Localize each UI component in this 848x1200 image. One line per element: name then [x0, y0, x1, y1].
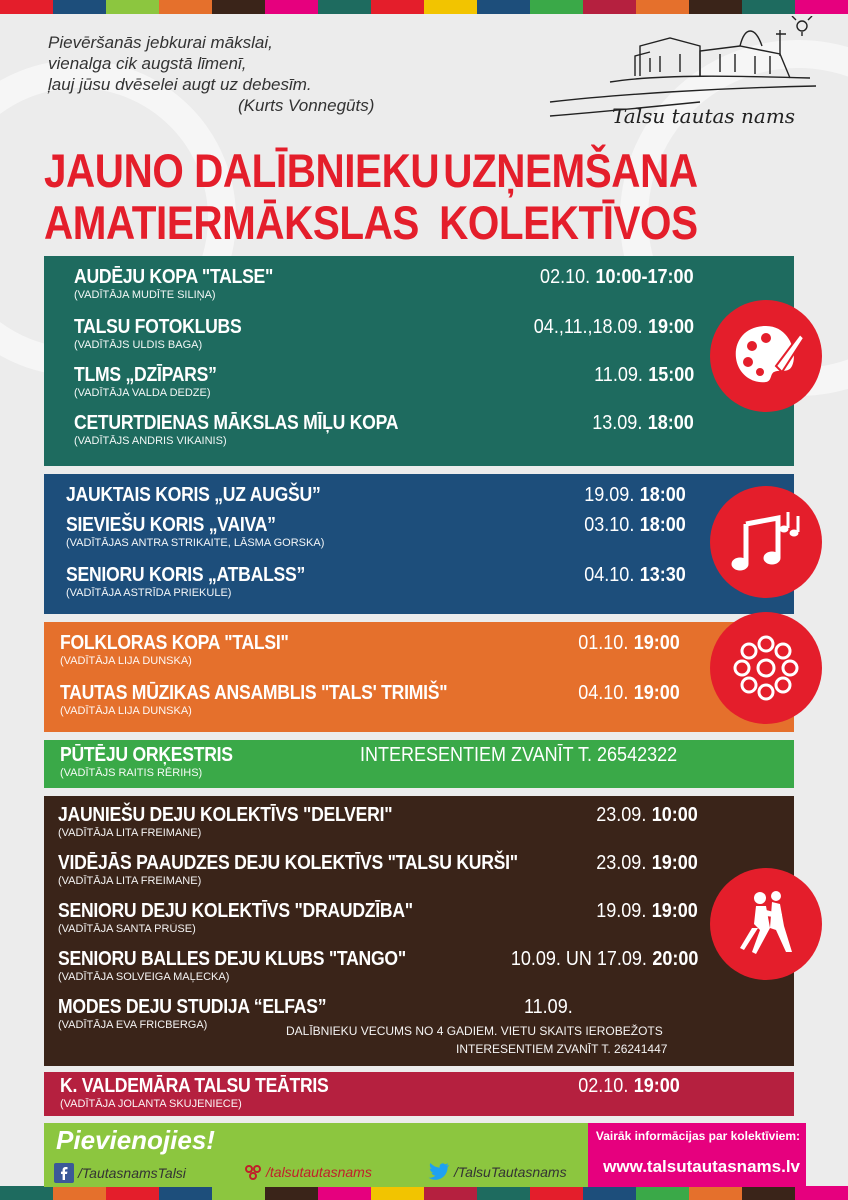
date: 01.10.: [578, 632, 629, 654]
info-text: Vairāk informācijas par kolektīviem:: [595, 1129, 800, 1143]
group-name: TLMS „DZĪPARS”: [74, 364, 217, 386]
list-item: [66, 564, 686, 600]
wind-section: [44, 740, 794, 788]
schedule: [593, 412, 694, 434]
date: 02.10.: [540, 266, 591, 288]
quote-line: vienalga cik augstā līmenī,: [48, 54, 247, 73]
title-part: UZŅEMŠANA: [443, 144, 698, 197]
group-leader: (VADĪTĀJA SOLVEIGA MAĻECKA): [58, 971, 230, 983]
list-item: [60, 682, 680, 718]
contact-note: INTERESENTIEM ZVANĪT T. 26542322: [360, 744, 678, 766]
date: 04.10.: [578, 682, 629, 704]
group-name: FOLKLORAS KOPA "TALSI": [60, 632, 289, 654]
schedule: [540, 266, 694, 288]
logo-text: Talsu tautas nams: [612, 104, 796, 128]
time: 19:00: [633, 682, 680, 704]
date: 10.09. UN 17.09.: [510, 948, 647, 970]
schedule: [579, 1075, 680, 1097]
music-notes-icon: [710, 486, 822, 598]
quote: [48, 32, 374, 116]
group-name: VIDĒJĀS PAAUDZES DEJU KOLEKTĪVS "TALSU KURŠI": [58, 852, 518, 874]
time: 19:00: [647, 316, 694, 338]
list-item: [58, 900, 698, 936]
quote-author: (Kurts Vonnegūts): [238, 96, 375, 115]
twitter-handle: /TalsuTautasnams: [454, 1164, 567, 1180]
group-leader: (VADĪTĀJA VALDA DEDZE): [74, 387, 211, 399]
time: 18:00: [639, 514, 686, 536]
page-title: [44, 145, 698, 249]
schedule: [597, 900, 698, 922]
list-item: [58, 948, 698, 984]
date: 11.09.: [524, 996, 573, 1018]
group-name: TALSU FOTOKLUBS: [74, 316, 242, 338]
schedule: [585, 484, 686, 506]
theatre-section: [44, 1072, 794, 1116]
time: 13:30: [639, 564, 686, 586]
palette-icon: [710, 300, 822, 412]
list-item: [60, 1075, 680, 1111]
time: 19:00: [651, 852, 698, 874]
folk-section: [44, 622, 794, 732]
list-item: [66, 514, 686, 550]
schedule: [510, 948, 698, 970]
date: 03.10.: [584, 514, 635, 536]
group-name: TAUTAS MŪZIKAS ANSAMBLIS "TALS' TRIMIŠ": [60, 682, 448, 704]
list-item: [60, 632, 680, 668]
date: 04.,11.,18.09.: [533, 316, 643, 338]
group-name: SIEVIEŠU KORIS „VAIVA”: [66, 514, 276, 536]
title-part: KOLEKTĪVOS: [439, 196, 698, 249]
group-leader: (VADĪTĀJA LIJA DUNSKA): [60, 705, 192, 717]
draugiem-handle: /talsutautasnams: [266, 1164, 372, 1180]
draugiem-icon: [244, 1163, 262, 1181]
time: 18:00: [647, 412, 694, 434]
group-name: SENIORU BALLES DEJU KLUBS "TANGO": [58, 948, 406, 970]
group-leader: (VADĪTĀJS ANDRIS VIKAINIS): [74, 435, 227, 447]
group-leader: (VADĪTĀJS RAITIS RĒRIHS): [60, 767, 203, 779]
time: 10:00-17:00: [595, 266, 694, 288]
facebook-link[interactable]: [54, 1163, 186, 1183]
date: 19.09.: [584, 484, 635, 506]
facebook-handle: /TautasnamsTalsi: [78, 1165, 186, 1181]
group-name: PŪTĒJU ORĶESTRIS: [60, 744, 233, 766]
time: 20:00: [651, 948, 698, 970]
list-item: [58, 804, 698, 840]
list-item: [74, 364, 694, 400]
group-name: MODES DEJU STUDIJA “ELFAS”: [58, 996, 327, 1018]
group-leader: (VADĪTĀJA LIJA DUNSKA): [60, 655, 192, 667]
schedule: [597, 804, 698, 826]
folk-ornament-icon: [710, 612, 822, 724]
schedule: [585, 514, 686, 536]
list-item: [58, 852, 698, 888]
dance-note: DALĪBNIEKU VECUMS NO 4 GADIEM. VIETU SKAITS IEROBEŽOTS: [286, 1024, 663, 1038]
schedule: [534, 316, 694, 338]
schedule: [524, 996, 573, 1018]
date: 11.09.: [593, 364, 643, 386]
group-leader: (VADĪTĀJA SANTA PRŪSE): [58, 923, 196, 935]
dance-section: [44, 796, 794, 1066]
schedule: [597, 852, 698, 874]
dance-note: INTERESENTIEM ZVANĪT T. 26241447: [456, 1042, 668, 1056]
schedule: [594, 364, 694, 386]
time: 19:00: [633, 632, 680, 654]
group-leader: (VADĪTĀJS ULDIS BAGA): [74, 339, 203, 351]
top-color-stripe: [0, 0, 848, 14]
twitter-link[interactable]: [428, 1163, 567, 1181]
dancers-icon: [710, 868, 822, 980]
schedule: [579, 632, 680, 654]
title-part: JAUNO DALĪBNIEKU: [44, 144, 440, 197]
facebook-icon: [54, 1163, 74, 1183]
group-name: AUDĒJU KOPA "TALSE": [74, 266, 274, 288]
date: 23.09.: [596, 852, 647, 874]
draugiem-link[interactable]: [244, 1163, 372, 1181]
group-name: SENIORU KORIS „ATBALSS”: [66, 564, 306, 586]
date: 23.09.: [596, 804, 647, 826]
time: 19:00: [651, 900, 698, 922]
date: 02.10.: [578, 1075, 629, 1097]
schedule: [585, 564, 686, 586]
date: 13.09.: [592, 412, 643, 434]
twitter-icon: [428, 1163, 450, 1181]
list-item: [74, 266, 694, 302]
group-leader: (VADĪTĀJAS ANTRA STRIKAITE, LĀSMA GORSKA): [66, 537, 325, 549]
group-name: K. VALDEMĀRA TALSU TEĀTRIS: [60, 1075, 329, 1097]
group-leader: (VADĪTĀJA LITA FREIMANE): [58, 827, 202, 839]
group-name: CETURTDIENAS MĀKSLAS MĪĻU KOPA: [74, 412, 399, 434]
list-item: [74, 412, 694, 448]
list-item: [66, 484, 686, 506]
quote-line: ļauj jūsu dvēselei augt uz debesīm.: [48, 75, 312, 94]
group-leader: (VADĪTĀJA MUDĪTE SILIŅA): [74, 289, 216, 301]
list-item: [74, 316, 694, 352]
time: 15:00: [647, 364, 694, 386]
time: 18:00: [639, 484, 686, 506]
bottom-color-stripe: [0, 1186, 848, 1200]
group-leader: (VADĪTĀJA EVA FRICBERGA): [58, 1019, 208, 1031]
art-section: [44, 256, 794, 466]
title-part: AMATIERMĀKSLAS: [44, 196, 419, 249]
date: 04.10.: [584, 564, 635, 586]
time: 10:00: [651, 804, 698, 826]
group-name: JAUKTAIS KORIS „UZ AUGŠU”: [66, 484, 321, 506]
group-leader: (VADĪTĀJA LITA FREIMANE): [58, 875, 202, 887]
quote-line: Pievēršanās jebkurai mākslai,: [48, 33, 273, 52]
time: 19:00: [633, 1075, 680, 1097]
group-name: JAUNIEŠU DEJU KOLEKTĪVS "DELVERI": [58, 804, 393, 826]
group-leader: (VADĪTĀJA JOLANTA SKUJENIECE): [60, 1098, 242, 1110]
group-name: SENIORU DEJU KOLEKTĪVS "DRAUDZĪBA": [58, 900, 413, 922]
info-box: [588, 1123, 806, 1187]
join-text: Pievienojies!: [56, 1125, 215, 1155]
date: 19.09.: [596, 900, 647, 922]
group-leader: (VADĪTĀJA ASTRĪDA PRIEKULE): [66, 587, 232, 599]
schedule: [579, 682, 680, 704]
list-item: [60, 744, 750, 780]
footer-social: [44, 1123, 588, 1187]
website-link[interactable]: www.talsutautasnams.lv: [603, 1157, 800, 1176]
music-section: [44, 474, 794, 614]
